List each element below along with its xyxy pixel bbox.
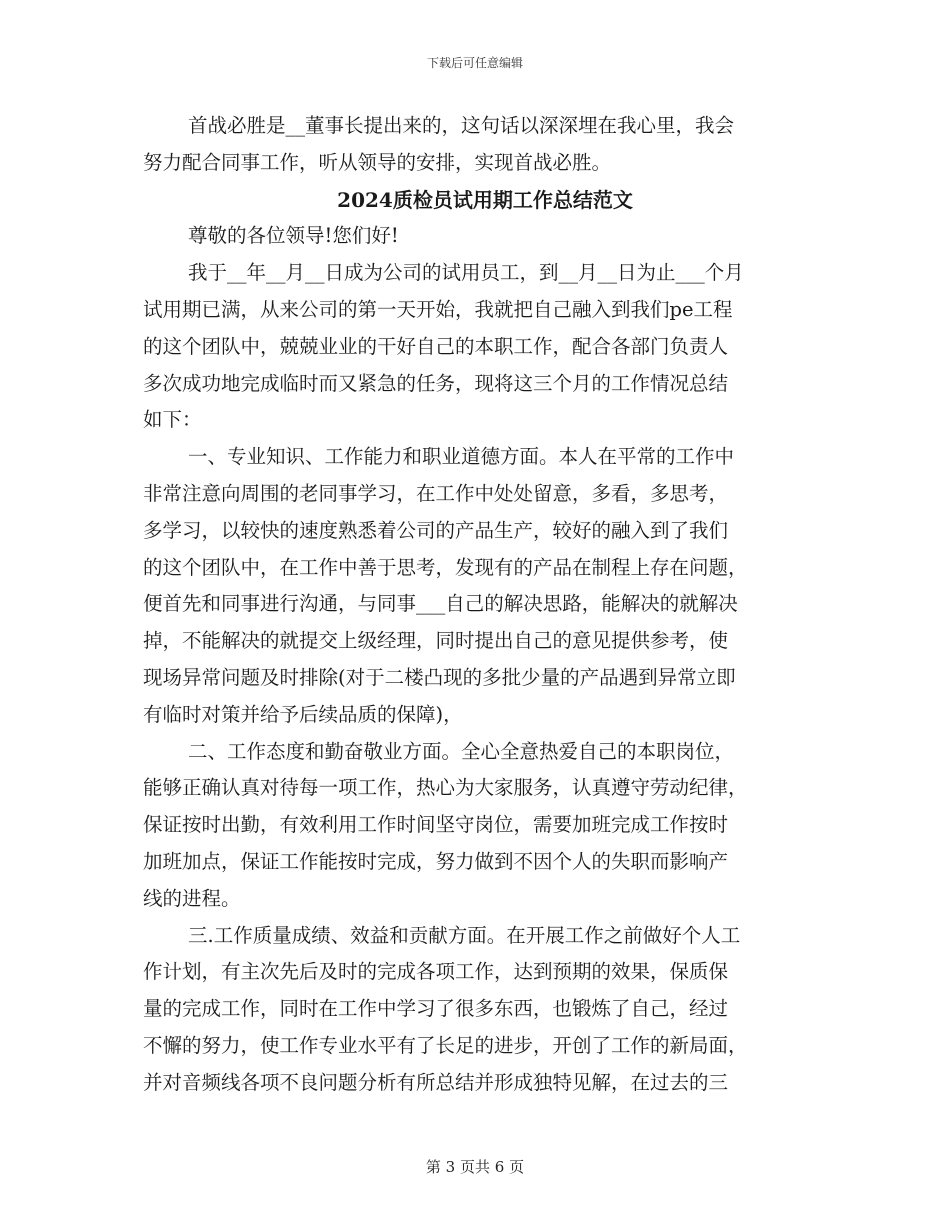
paragraph-line: 我于__年__月__日成为公司的试用员工，到__月__日为止___个月 (188, 261, 744, 285)
paragraph-line: 保证按时出勤，有效利用工作时间坚守岗位，需要加班完成工作按时 (143, 813, 729, 837)
section-one-line: 一、专业知识、工作能力和职业道德方面。本人在平常的工作中 (188, 445, 735, 469)
paragraph-line: 量的完成工作，同时在工作中学习了很多东西，也锻炼了自己，经过 (143, 997, 729, 1021)
paragraph-line: 的这个团队中，在工作中善于思考，发现有的产品在制程上存在问题， (143, 555, 748, 579)
salutation: 尊敬的各位领导!您们好! (188, 224, 399, 248)
section-three-line: 三.工作质量成绩、效益和贡献方面。在开展工作之前做好个人工 (188, 923, 741, 947)
paragraph-line: 线的进程。 (143, 886, 241, 910)
paragraph-line: 便首先和同事进行沟通，与同事___自己的解决思路，能解决的就解决 (143, 592, 738, 616)
document-title: 2024质检员试用期工作总结范文 (337, 187, 633, 212)
paragraph-line: 作计划，有主次先后及时的完成各项工作，达到预期的效果，保质保 (143, 960, 729, 984)
document-body (143, 108, 805, 1102)
paragraph-line: 不懈的努力，使工作专业水平有了长足的进步，开创了工作的新局面， (143, 1033, 748, 1057)
section-two-line: 二、工作态度和勤奋敬业方面。全心全意热爱自己的本职岗位， (188, 739, 735, 763)
paragraph-line: 多次成功地完成临时而又紧急的任务，现将这三个月的工作情况总结 (143, 371, 729, 395)
paragraph-line: 试用期已满，从来公司的第一天开始，我就把自己融入到我们pe工程 (143, 297, 733, 321)
page-number: 第 3 页共 6 页 (425, 1158, 525, 1176)
paragraph-line: 现场异常问题及时排除(对于二楼凸现的多批少量的产品遇到异常立即 (143, 665, 736, 689)
paragraph-line: 多学习，以较快的速度熟悉着公司的产品生产，较好的融入到了我们 (143, 518, 729, 542)
paragraph-line: 努力配合同事工作，听从领导的安排，实现首战必胜。 (143, 150, 612, 174)
paragraph-line: 的这个团队中，兢兢业业的干好自己的本职工作，配合各部门负责人 (143, 334, 729, 358)
paragraph-line: 能够正确认真对待每一项工作，热心为大家服务，认真遵守劳动纪律， (143, 776, 748, 800)
paragraph-line: 首战必胜是__董事长提出来的，这句话以深深埋在我心里，我会 (188, 114, 735, 137)
paragraph-line: 非常注意向周围的老同事学习，在工作中处处留意，多看，多思考， (143, 481, 729, 505)
paragraph-line: 掉，不能解决的就提交上级经理，同时提出自己的意见提供参考，使 (143, 629, 729, 653)
paragraph-line: 如下： (143, 408, 202, 432)
page-header: 下载后可任意编辑 (426, 56, 523, 70)
paragraph-line: 并对音频线各项不良问题分析有所总结并形成独特见解，在过去的三 (143, 1070, 729, 1094)
paragraph-line: 有临时对策并给予后续品质的保障)， (143, 702, 463, 726)
paragraph-line: 加班加点，保证工作能按时完成，努力做到不因个人的失职而影响产 (143, 849, 729, 873)
